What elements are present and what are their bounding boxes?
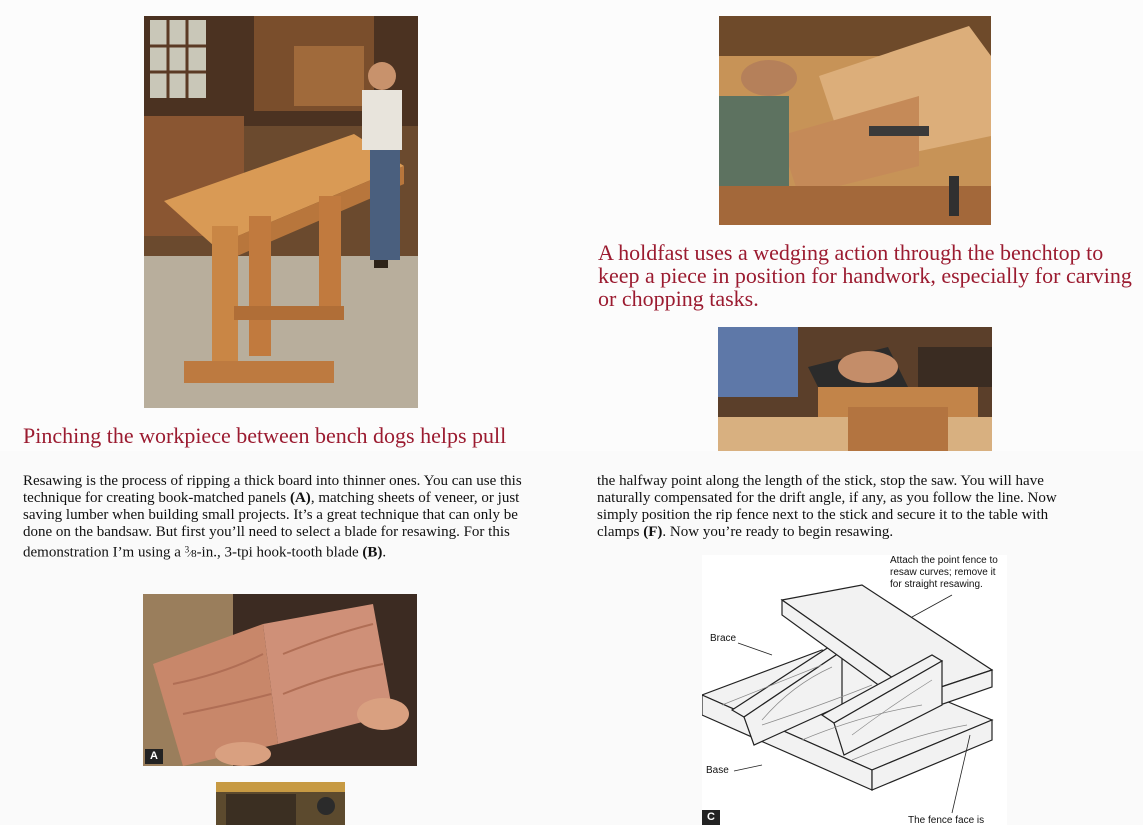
fraction-denominator: 8 — [191, 547, 197, 560]
hand-plane-photo — [718, 327, 992, 451]
blade-illustration — [216, 782, 345, 825]
book-matched-panels-photo — [143, 594, 417, 766]
fence-text-2: . Now you’re ready to begin resawing. — [662, 524, 894, 540]
label-base: Base — [706, 765, 729, 776]
hand-plane-illustration — [718, 327, 992, 451]
intro-text-2: , matching sheets of veneer, or just saving lumber when building small projects. It’s a great technique that can only be done on the bandsaw. But first you’ll need to select a blade for resawing. For this demonstration I’m using a — [23, 490, 520, 561]
holdfast-photo — [719, 16, 991, 225]
photo-label-a: A — [145, 749, 163, 764]
note-point-fence: Attach the point fence to resaw curves; remove it for straight resawing. — [890, 555, 998, 590]
resaw-fence-diagram — [702, 555, 1007, 825]
fence-text-1: the halfway point along the length of the stick, stop the saw. You will have naturally compensated for the drift angle, if any, as you follow the line. Now simply position the rip fence next to the stick and secure it to the table with clamps — [597, 473, 1057, 540]
ref-b: (B) — [362, 544, 383, 561]
workbench-illustration — [144, 16, 418, 408]
intro-text-4: . — [382, 544, 387, 561]
bottom-page-pane[interactable] — [0, 451, 1143, 825]
intro-text-3: -in., 3-tpi hook-tooth blade — [196, 544, 363, 561]
fraction-three-eighths: $^3$⁄8 — [184, 544, 197, 560]
resawing-intro-paragraph — [23, 473, 543, 563]
intro-text-1: Resawing is the process of ripping a thick board into thinner ones. You can use this technique for creating book-matched panels — [23, 473, 522, 506]
label-brace: Brace — [710, 633, 737, 644]
ref-f: (F) — [643, 524, 663, 540]
holdfast-illustration — [719, 16, 991, 225]
blade-photo — [216, 782, 345, 825]
resaw-fence-drawing — [702, 555, 1007, 825]
rip-fence-paragraph — [597, 473, 1087, 541]
book-matched-illustration — [143, 594, 417, 766]
fraction-numerator: 3 — [184, 544, 190, 554]
label-fence-face: The fence face is — [908, 815, 985, 825]
diagram-label-c: C — [702, 810, 720, 825]
ref-a: (A) — [289, 490, 311, 506]
holdfast-caption: A holdfast uses a wedging action through the benchtop to keep a piece in position for handwork, especially for carving or chopping tasks. — [598, 240, 1132, 311]
workbench-photo — [144, 16, 418, 408]
workbench-caption: Pinching the workpiece between bench dogs helps pull — [23, 423, 507, 448]
